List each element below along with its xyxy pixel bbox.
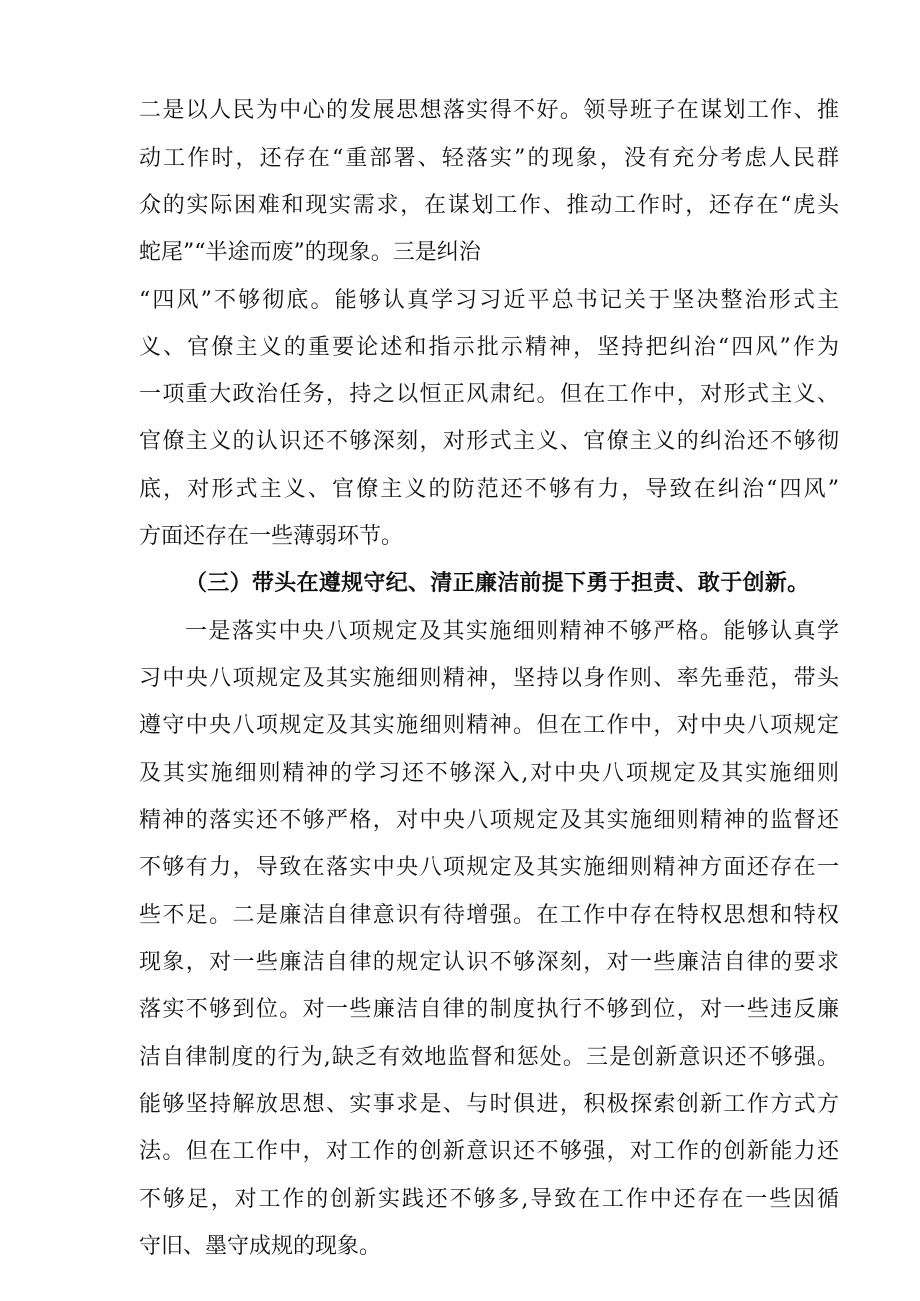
text-line: 蛇尾”“半途而废”的现象。三是纠治 xyxy=(139,240,481,265)
text-line: 现象，对一些廉洁自律的规定认识不够深刻，对一些廉洁自律的要求 xyxy=(139,950,839,975)
text-line: 官僚主义的认识还不够深刻，对形式主义、官僚主义的纠治还不够彻 xyxy=(139,429,839,454)
text-line: 法。但在工作中，对工作的创新意识还不够强，对工作的创新能力还 xyxy=(139,1139,839,1164)
paragraph-first-line: 一是落实中央八项规定及其实施细则精神不够严格。能够认真学 xyxy=(185,619,839,644)
text-line: 及其实施细则精神的学习还不够深入,对中央八项规定及其实施细则 xyxy=(139,761,839,786)
text-line: 一项重大政治任务，持之以恒正风肃纪。但在工作中，对形式主义、 xyxy=(139,382,839,407)
text-line: 二是以人民为中心的发展思想落实得不好。领导班子在谋划工作、推 xyxy=(139,98,839,123)
text-line: 动工作时，还存在“重部署、轻落实”的现象，没有充分考虑人民群 xyxy=(139,146,839,171)
text-line: 守旧、墨守成规的现象。 xyxy=(139,1234,382,1259)
text-line: 底，对形式主义、官僚主义的防范还不够有力，导致在纠治“四风” xyxy=(139,477,839,502)
text-line: 精神的落实还不够严格，对中央八项规定及其实施细则精神的监督还 xyxy=(139,808,839,833)
text-line: 不够有力，导致在落实中央八项规定及其实施细则精神方面还存在一 xyxy=(139,855,839,880)
text-line: 落实不够到位。对一些廉洁自律的制度执行不够到位，对一些违反廉 xyxy=(139,997,839,1022)
text-line: 能够坚持解放思想、实事求是、与时俱进，积极探索创新工作方式方 xyxy=(139,1092,839,1117)
text-line: 习中央八项规定及其实施细则精神，坚持以身作则、率先垂范，带头 xyxy=(139,666,839,691)
text-line: 方面还存在一些薄弱环节。 xyxy=(139,524,404,549)
section-heading: （三）带头在遵规守纪、清正廉洁前提下勇于担责、敢于创新。 xyxy=(185,571,810,596)
text-line: “四风”不够彻底。能够认真学习习近平总书记关于坚决整治形式主 xyxy=(139,288,839,313)
text-line: 洁自律制度的行为,缺乏有效地监督和惩处。三是创新意识还不够强。 xyxy=(139,1045,839,1070)
text-line: 不够足，对工作的创新实践还不够多,导致在工作中还存在一些因循 xyxy=(139,1187,839,1212)
text-line: 些不足。二是廉洁自律意识有待增强。在工作中存在特权思想和特权 xyxy=(139,903,839,928)
text-line: 遵守中央八项规定及其实施细则精神。但在工作中，对中央八项规定 xyxy=(139,713,839,738)
text-line: 众的实际困难和现实需求，在谋划工作、推动工作时，还存在“虎头 xyxy=(139,193,839,218)
text-line: 义、官僚主义的重要论述和指示批示精神，坚持把纠治“四风”作为 xyxy=(139,335,839,360)
